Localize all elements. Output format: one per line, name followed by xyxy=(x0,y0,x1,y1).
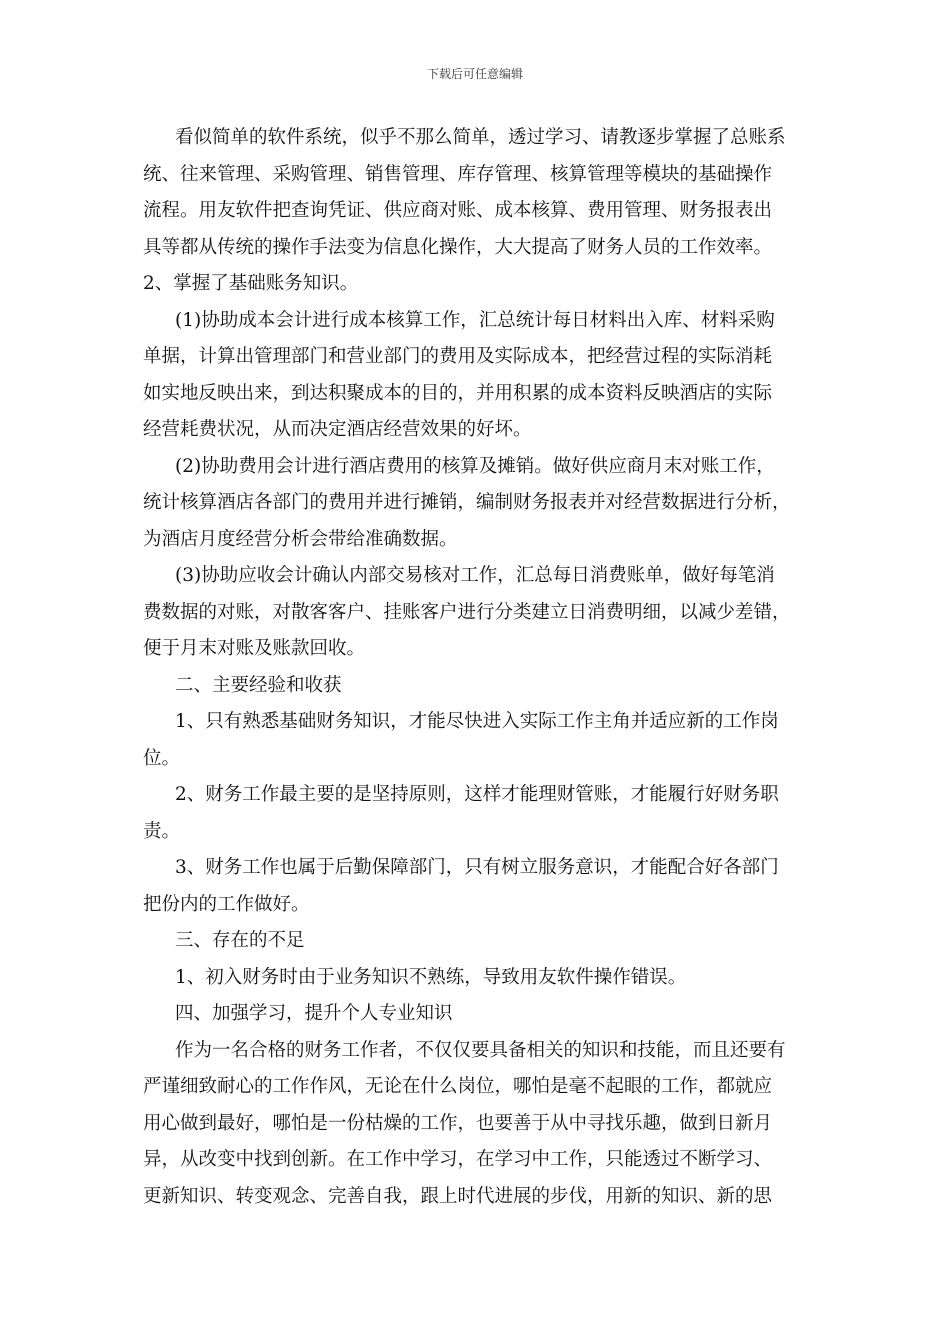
text-line: 统计核算酒店各部门的费用并进行摊销，编制财务报表并对经营数据进行分析， xyxy=(143,492,791,513)
text-line: 统、往来管理、采购管理、销售管理、库存管理、核算管理等模块的基础操作 xyxy=(143,163,773,185)
paragraph-software-learning xyxy=(143,120,827,266)
paragraph-learning xyxy=(143,1033,827,1216)
text-line: (2)协助费用会计进行酒店费用的核算及摊销。做好供应商月末对账工作， xyxy=(175,455,775,477)
text-line: 费数据的对账，对散客客户、挂账客户进行分类建立日消费明细，以减少差错， xyxy=(143,601,791,623)
paragraph-experience-1 xyxy=(143,704,827,777)
text-line: 位。 xyxy=(143,747,181,769)
text-line: 责。 xyxy=(143,820,181,842)
text-line: 具等都从传统的操作手法变为信息化操作，大大提高了财务人员的工作效率。 xyxy=(143,236,773,258)
text-line: 严谨细致耐心的工作作风，无论在什么岗位，哪怕是毫不起眼的工作，都就应 xyxy=(143,1076,773,1097)
text-line: 二、主要经验和收获 xyxy=(175,674,342,696)
document-body xyxy=(143,120,827,1215)
section-heading-learning xyxy=(143,996,827,1033)
paragraph-expense-accounting xyxy=(143,449,827,559)
section-heading-shortcomings xyxy=(143,923,827,960)
text-line: 异，从改变中找到创新。在工作中学习，在学习中工作，只能透过不断学习、 xyxy=(143,1149,773,1170)
text-line: 三、存在的不足 xyxy=(175,930,305,951)
paragraph-basic-accounting-heading xyxy=(143,266,827,303)
text-line: 1、只有熟悉基础财务知识，才能尽快进入实际工作主角并适应新的工作岗 xyxy=(175,711,779,732)
text-line: 为酒店月度经营分析会带给准确数据。 xyxy=(143,528,458,550)
text-line: 用心做到最好，哪怕是一份枯燥的工作，也要善于从中寻找乐趣，做到日新月 xyxy=(143,1112,773,1134)
text-line: (1)协助成本会计进行成本核算工作，汇总统计每日材料出入库、材料采购 xyxy=(175,309,775,331)
text-line: 经营耗费状况，从而决定酒店经营效果的好坏。 xyxy=(143,419,532,440)
text-line: 更新知识、转变观念、完善自我，跟上时代进展的步伐，用新的知识、新的思 xyxy=(143,1185,773,1207)
text-line: 流程。用友软件把查询凭证、供应商对账、成本核算、费用管理、财务报表出 xyxy=(143,200,773,221)
header-note: 下载后可任意编辑 xyxy=(426,67,523,81)
section-heading-experience xyxy=(143,668,827,705)
paragraph-experience-2 xyxy=(143,777,827,850)
text-line: (3)协助应收会计确认内部交易核对工作，汇总每日消费账单，做好每笔消 xyxy=(175,565,775,586)
paragraph-shortcoming-1 xyxy=(143,960,827,997)
paragraph-cost-accounting xyxy=(143,303,827,449)
text-line: 把份内的工作做好。 xyxy=(143,893,310,915)
text-line: 如实地反映出来，到达积聚成本的目的，并用积累的成本资料反映酒店的实际 xyxy=(143,382,773,404)
text-line: 四、加强学习，提升个人专业知识 xyxy=(175,1003,453,1024)
text-line: 3、财务工作也属于后勤保障部门，只有树立服务意识，才能配合好各部门 xyxy=(175,857,779,878)
text-line: 看似简单的软件系统，似乎不那么简单，透过学习、请教逐步掌握了总账系 xyxy=(175,127,786,148)
text-line: 作为一名合格的财务工作者，不仅仅要具备相关的知识和技能，而且还要有 xyxy=(175,1039,786,1061)
text-line: 2、财务工作最主要的是坚持原则，这样才能理财管账，才能履行好财务职 xyxy=(175,784,779,805)
text-line: 便于月末对账及账款回收。 xyxy=(143,638,366,659)
paragraph-experience-3 xyxy=(143,850,827,923)
paragraph-receivables-accounting xyxy=(143,558,827,668)
text-line: 单据，计算出管理部门和营业部门的费用及实际成本，把经营过程的实际消耗 xyxy=(143,346,773,367)
text-line: 1、初入财务时由于业务知识不熟练，导致用友软件操作错误。 xyxy=(175,966,687,988)
text-line: 2、掌握了基础账务知识。 xyxy=(143,273,359,294)
